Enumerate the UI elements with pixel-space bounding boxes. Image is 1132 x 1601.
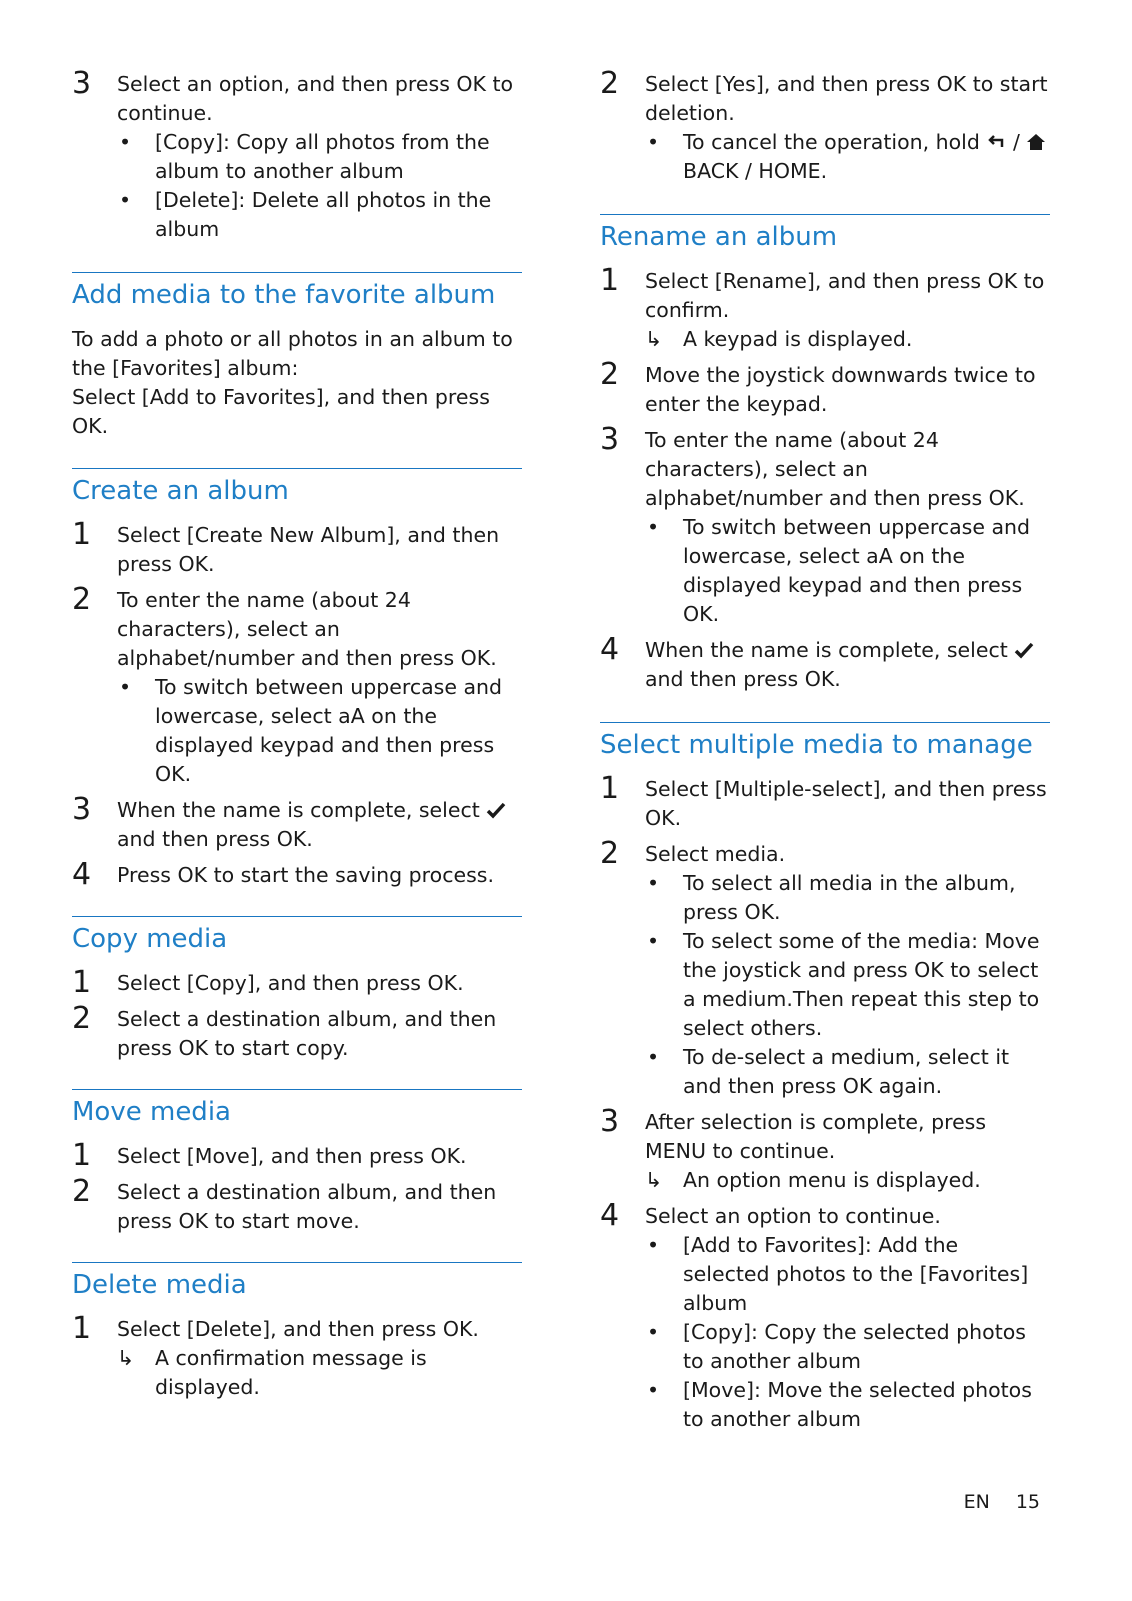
section-favorite bbox=[72, 272, 522, 441]
step-number: 2 bbox=[72, 1001, 92, 1036]
home-icon bbox=[1026, 132, 1046, 152]
multi-step-4 bbox=[600, 1198, 1050, 1434]
section-rename-album bbox=[600, 214, 1050, 694]
step-text: When the name is complete, select and then press OK. bbox=[117, 796, 522, 854]
section-delete-media bbox=[72, 1262, 522, 1402]
left-column bbox=[72, 66, 522, 1409]
step-number: 1 bbox=[72, 1138, 92, 1173]
result-arrow-icon: ↳ bbox=[645, 1168, 663, 1192]
rename-step-4 bbox=[600, 632, 1050, 694]
multi-result: ↳ An option menu is displayed. bbox=[645, 1166, 1050, 1195]
multi-step-2 bbox=[600, 836, 1050, 1101]
step-text: Move the joystick downwards twice to enter the keypad. bbox=[645, 363, 1036, 416]
rename-step-1 bbox=[600, 263, 1050, 354]
step-number: 4 bbox=[72, 857, 92, 892]
option-bullet: • [Move]: Move the selected photos to another album bbox=[645, 1376, 1050, 1434]
create-bullet: • To switch between uppercase and lowercase, select aA on the displayed keypad and then press OK. bbox=[117, 673, 522, 789]
move-step-1 bbox=[72, 1138, 522, 1173]
check-icon bbox=[1014, 640, 1034, 660]
section-multiple-select bbox=[600, 722, 1050, 1434]
section-move-media bbox=[72, 1089, 522, 1236]
create-step-3 bbox=[72, 792, 522, 854]
step-text: Select [Delete], and then press OK. bbox=[117, 1317, 479, 1341]
copy-step-2 bbox=[72, 1001, 522, 1063]
option-bullet: • [Copy]: Copy the selected photos to another album bbox=[645, 1318, 1050, 1376]
step-text: After selection is complete, press MENU to continue. bbox=[645, 1110, 987, 1163]
step-number: 2 bbox=[72, 1174, 92, 1209]
bullet-delete: • [Delete]: Delete all photos in the album bbox=[117, 186, 522, 244]
create-step-1 bbox=[72, 517, 522, 579]
step-number: 2 bbox=[600, 836, 620, 871]
create-step-4 bbox=[72, 857, 522, 892]
step-text: Select [Yes], and then press OK to start deletion. bbox=[645, 72, 1048, 125]
multi-bullet: • To select all media in the album, press OK. bbox=[645, 869, 1050, 927]
step-text: When the name is complete, select and then press OK. bbox=[645, 636, 1050, 694]
right-column bbox=[600, 66, 1050, 1441]
step-text: Select a destination album, and then press OK to start move. bbox=[117, 1180, 497, 1233]
multi-step-3 bbox=[600, 1104, 1050, 1195]
section-copy-media bbox=[72, 916, 522, 1063]
language-label: EN bbox=[963, 1491, 990, 1513]
step-text: Select a destination album, and then press OK to start copy. bbox=[117, 1007, 497, 1060]
rename-bullet: • To switch between uppercase and lowercase, select aA on the displayed keypad and then press OK. bbox=[645, 513, 1050, 629]
multi-bullet: • To select some of the media: Move the joystick and press OK to select a medium.Then repeat this step to select others. bbox=[645, 927, 1050, 1043]
cancel-bullet: • To cancel the operation, hold / BACK / HOME. bbox=[645, 128, 1050, 186]
section-title: Copy media bbox=[72, 924, 228, 954]
step-number: 1 bbox=[600, 771, 620, 806]
step-text: To enter the name (about 24 characters), select an alphabet/number and then press OK. bbox=[117, 588, 497, 670]
delete-step-2 bbox=[600, 66, 1050, 186]
step-text: Select [Create New Album], and then press OK. bbox=[117, 523, 500, 576]
step-number: 2 bbox=[72, 582, 92, 617]
step-number: 1 bbox=[72, 965, 92, 1000]
section-title: Delete media bbox=[72, 1270, 247, 1300]
step-text: Select media. bbox=[645, 842, 786, 866]
rename-step-2 bbox=[600, 357, 1050, 419]
bullet-copy: • [Copy]: Copy all photos from the album to another album bbox=[117, 128, 522, 186]
delete-result: ↳ A confirmation message is displayed. bbox=[117, 1346, 427, 1399]
step-number: 1 bbox=[72, 517, 92, 552]
back-icon bbox=[986, 132, 1006, 152]
favorite-line1: To add a photo or all photos in an album to the [Favorites] album: bbox=[72, 327, 513, 380]
section-title: Move media bbox=[72, 1097, 231, 1127]
step-number: 1 bbox=[600, 263, 620, 298]
section-title: Create an album bbox=[72, 476, 289, 506]
step-3-intro bbox=[72, 66, 522, 244]
page-footer bbox=[964, 1488, 1040, 1517]
multi-bullet: • To de-select a medium, select it and then press OK again. bbox=[645, 1043, 1050, 1101]
delete-step-1 bbox=[72, 1311, 522, 1402]
step-text: Select [Multiple-select], and then press OK. bbox=[645, 777, 1047, 830]
section-create-album bbox=[72, 468, 522, 890]
step-number: 4 bbox=[600, 632, 620, 667]
section-title: Add media to the favorite album bbox=[72, 280, 496, 310]
page-number: 15 bbox=[1015, 1491, 1040, 1513]
step-text: Select an option to continue. bbox=[645, 1204, 941, 1228]
step-number: 3 bbox=[600, 1104, 620, 1139]
check-icon bbox=[486, 800, 506, 820]
step-number: 2 bbox=[600, 66, 620, 101]
step-number: 2 bbox=[600, 357, 620, 392]
multi-step-1 bbox=[600, 771, 1050, 833]
option-bullet: • [Add to Favorites]: Add the selected photos to the [Favorites] album bbox=[645, 1231, 1050, 1318]
step-number: 4 bbox=[600, 1198, 620, 1233]
step-text: Press OK to start the saving process. bbox=[117, 863, 494, 887]
rename-step-3 bbox=[600, 422, 1050, 629]
move-step-2 bbox=[72, 1174, 522, 1236]
copy-step-1 bbox=[72, 965, 522, 1000]
rename-result: ↳ A keypad is displayed. bbox=[645, 325, 1050, 354]
step-text: Select [Copy], and then press OK. bbox=[117, 971, 464, 995]
step-number: 3 bbox=[600, 422, 620, 457]
step-number: 3 bbox=[72, 66, 92, 101]
step-text: To enter the name (about 24 characters), select an alphabet/number and then press OK. bbox=[645, 428, 1025, 510]
step-text: Select an option, and then press OK to continue. bbox=[117, 72, 514, 125]
step-number: 3 bbox=[72, 792, 92, 827]
section-title: Rename an album bbox=[600, 222, 838, 252]
step-number: 1 bbox=[72, 1311, 92, 1346]
result-arrow-icon: ↳ bbox=[645, 327, 663, 351]
result-arrow-icon: ↳ bbox=[117, 1346, 135, 1370]
step-text: Select [Move], and then press OK. bbox=[117, 1144, 467, 1168]
step-text: Select [Rename], and then press OK to confirm. bbox=[645, 269, 1045, 322]
create-step-2 bbox=[72, 582, 522, 789]
favorite-line2: Select [Add to Favorites], and then press OK. bbox=[72, 385, 490, 438]
section-title: Select multiple media to manage bbox=[600, 730, 1033, 760]
